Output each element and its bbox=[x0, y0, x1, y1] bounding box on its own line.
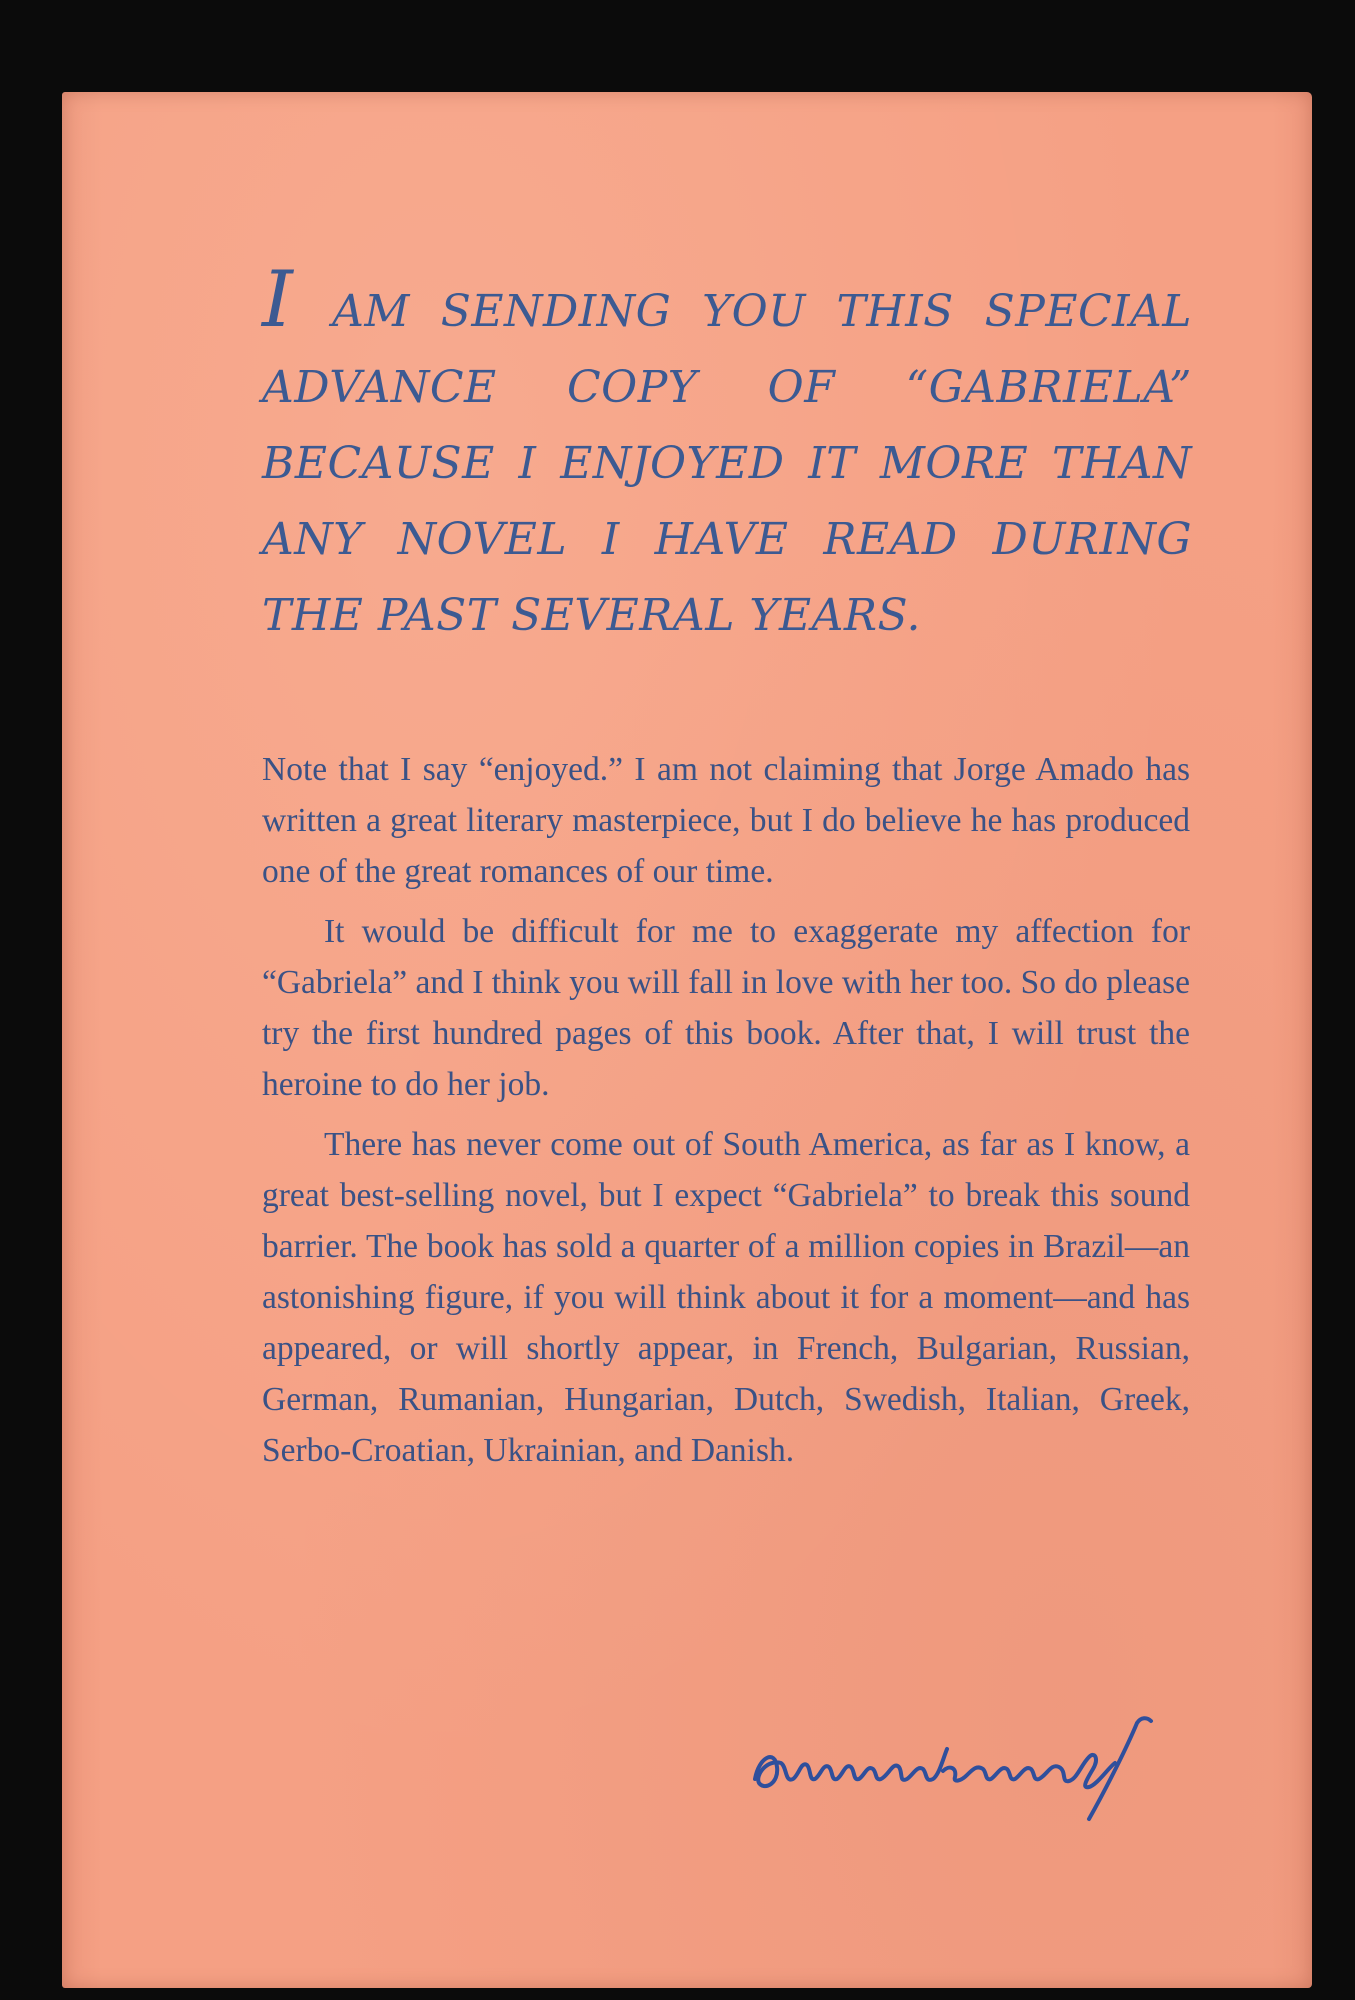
paragraph-3: There has never come out of South America, as far as I know, a great best-selling novel, but I expect “Gabriela” to break this sound barrier. The book has sold a quarter of a million copies in Brazil—an astonishing figure, if you will think about it for a moment—and has appeared, or will shortly appear, in French, Bulgarian, Russian, German, Rumanian, Hungarian, Dutch, Swedish, Italian, Greek, Serbo-Croatian, Ukrainian, and Danish. bbox=[262, 1126, 1190, 1469]
headline-dropcap: I bbox=[262, 255, 294, 345]
letter-body bbox=[262, 744, 1190, 1476]
paragraph-1: Note that I say “enjoyed.” I am not claiming that Jorge Amado has written a great literary masterpiece, but I do believe he has produced one of the great romances of our time. bbox=[262, 751, 1190, 890]
handwritten-signature bbox=[737, 1687, 1197, 1827]
headline bbox=[262, 255, 1192, 654]
paragraph-2: It would be difficult for me to exaggerate my affection for “Gabriela” and I think you will fall in love with her too. So do please try the first hundred pages of this book. After that, I will trust the heroine to do her job. bbox=[262, 913, 1190, 1103]
headline-text: AM SENDING YOU THIS SPECIAL ADVANCE COPY OF “GABRIELA” BECAUSE I ENJOYED IT MORE THAN ANY NOVEL I HAVE READ DURING THE PAST SEVERAL YEARS. bbox=[262, 286, 1192, 641]
book-back-cover bbox=[62, 92, 1312, 1988]
